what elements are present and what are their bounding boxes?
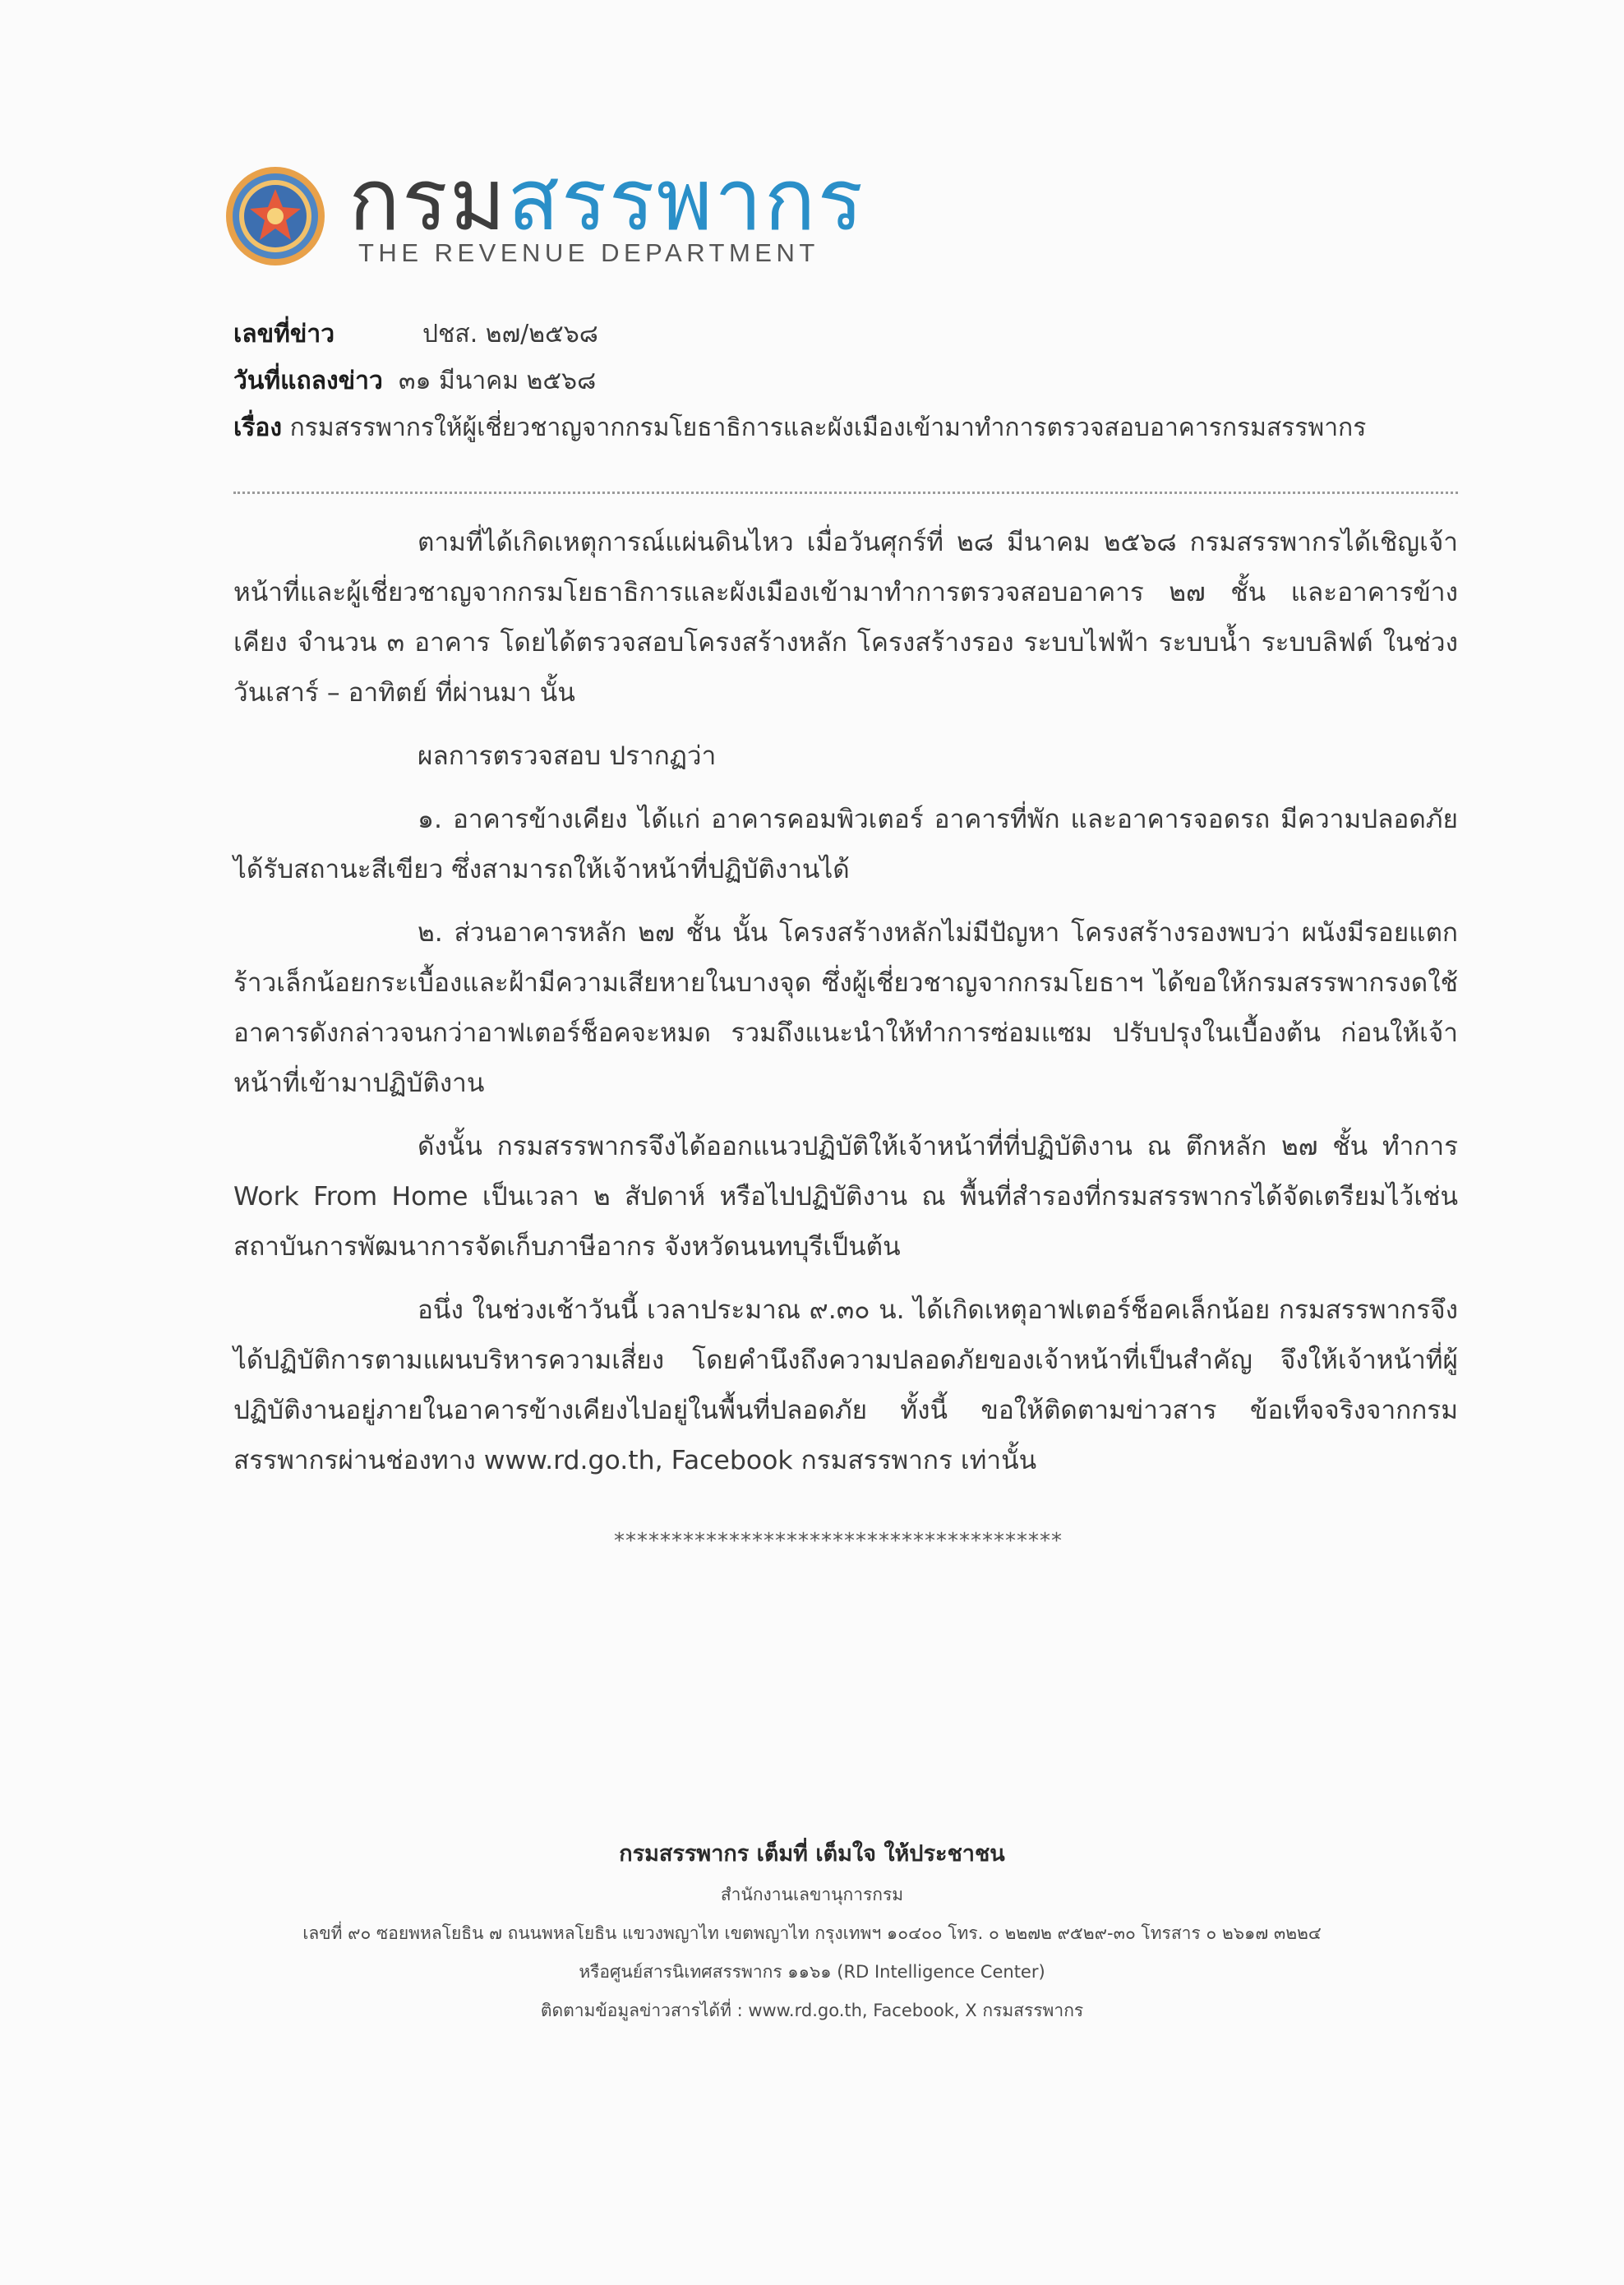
footer-address: เลขที่ ๙๐ ซอยพหลโยธิน ๗ ถนนพหลโยธิน แขวงพญาไท เขตพญาไท กรุงเทพฯ ๑๐๔๐๐ โทร. ๐ ๒๒๗๒ ๙๕๒๙-๓๐ โทรสาร ๐ ๒๖๑๗ ๓๒๒๔ xyxy=(302,1923,1322,1943)
paragraph-intro: ตามที่ได้เกิดเหตุการณ์แผ่นดินไหว เมื่อวันศุกร์ที่ ๒๘ มีนาคม ๒๕๖๘ กรมสรรพากรได้เชิญเจ้าหน้าที่และผู้เชี่ยวชาญจากกรมโยธาธิการและผังเมืองเข้ามาทำการตรวจสอบอาคาร ๒๗ ชั้น และอาคารข้างเคียง จำนวน ๓ อาคาร โดยได้ตรวจสอบโครงสร้างหลัก โครงสร้างรอง ระบบไฟฟ้า ระบบน้ำ ระบบลิฟต์ ในช่วงวันเสาร์ – อาทิตย์ ที่ผ่านมา นั้น xyxy=(233,528,1458,708)
announcement-date-label: วันที่แถลงข่าว xyxy=(233,367,383,395)
news-number-label: เลขที่ข่าว xyxy=(233,320,335,349)
footer-follow-channels: ติดตามข้อมูลข่าวสารได้ที่ : www.rd.go.th, Facebook, X กรมสรรพากร xyxy=(540,2001,1084,2020)
revenue-department-seal-icon xyxy=(224,164,327,268)
announcement-date-value: ๓๑ มีนาคม ๒๕๖๘ xyxy=(398,367,597,395)
subject-value: กรมสรรพากรให้ผู้เชี่ยวชาญจากกรมโยธาธิการและผังเมืองเข้ามาทำการตรวจสอบอาคารกรมสรรพากร xyxy=(289,413,1367,442)
paragraph-aftershock: อนึ่ง ในช่วงเช้าวันนี้ เวลาประมาณ ๙.๓๐ น. ได้เกิดเหตุอาฟเตอร์ช็อคเล็กน้อย กรมสรรพากรจึงได้ปฏิบัติการตามแผนบริหารความเสี่ยง โดยคำนึงถึงความปลอดภัยของเจ้าหน้าที่เป็นสำคัญ จึงให้เจ้าหน้าที่ผู้ปฏิบัติงานอยู่ภายในอาคารข้างเคียงไปอยู่ในพื้นที่ปลอดภัย ทั้งนี้ ขอให้ติดตามข่าวสาร ข้อเท็จจริงจากกรมสรรพากรผ่านช่องทาง www.rd.go.th, Facebook กรมสรรพากร เท่านั้น xyxy=(233,1295,1458,1475)
press-release-body xyxy=(233,518,1458,1499)
logo-thai-wordmark: กรมสรรพากร xyxy=(348,150,865,250)
subject-label: เรื่อง xyxy=(233,413,283,442)
footer-info-center: หรือศูนย์สารนิเทศสรรพากร ๑๑๖๑ (RD Intelligence Center) xyxy=(579,1962,1045,1982)
paragraph-item-1: ๑. อาคารข้างเคียง ได้แก่ อาคารคอมพิวเตอร์ อาคารที่พัก และอาคารจอดรถ มีความปลอดภัย ได้รับสถานะสีเขียว ซึ่งสามารถให้เจ้าหน้าที่ปฏิบัติงานได้ xyxy=(233,805,1458,884)
subject-row xyxy=(233,404,1466,451)
news-number-value: ปชส. ๒๗/๒๕๖๘ xyxy=(422,320,598,349)
footer xyxy=(164,1833,1460,2030)
news-meta xyxy=(233,311,1466,451)
paragraph-results-heading: ผลการตรวจสอบ ปรากฏว่า xyxy=(418,741,717,771)
paragraph-guidance: ดังนั้น กรมสรรพากรจึงได้ออกแนวปฏิบัติให้เจ้าหน้าที่ที่ปฏิบัติงาน ณ ตึกหลัก ๒๗ ชั้น ทำการ Work From Home เป็นเวลา ๒ สัปดาห์ หรือไปปฏิบัติงาน ณ พื้นที่สำรองที่กรมสรรพากรได้จัดเตรียมไว้เช่น สถาบันการพัฒนาการจัดเก็บภาษีอากร จังหวัดนนทบุรีเป็นต้น xyxy=(233,1132,1458,1262)
dotted-divider xyxy=(233,492,1458,494)
footer-slogan: กรมสรรพากร เต็มที่ เต็มใจ ให้ประชาชน xyxy=(619,1841,1005,1867)
announcement-date-row xyxy=(233,358,1466,404)
revenue-department-logo xyxy=(224,150,865,279)
logo-english-wordmark: THE REVENUE DEPARTMENT xyxy=(358,238,819,267)
news-number-row xyxy=(233,311,1466,358)
paragraph-item-2: ๒. ส่วนอาคารหลัก ๒๗ ชั้น นั้น โครงสร้างหลักไม่มีปัญหา โครงสร้างรองพบว่า ผนังมีรอยแตกร้าวเล็กน้อยกระเบื้องและฝ้ามีความเสียหายในบางจุด ซึ่งผู้เชี่ยวชาญจากกรมโยธาฯ ได้ขอให้กรมสรรพากรงดใช้อาคารดังกล่าวจนกว่าอาฟเตอร์ช็อคจะหมด รวมถึงแนะนำให้ทำการซ่อมแซม ปรับปรุงในเบื้องต้น ก่อนให้เจ้าหน้าที่เข้ามาปฏิบัติงาน xyxy=(233,918,1458,1098)
end-of-text-stars: *************************************** xyxy=(614,1529,1063,1553)
footer-office: สำนักงานเลขานุการกรม xyxy=(720,1885,904,1904)
